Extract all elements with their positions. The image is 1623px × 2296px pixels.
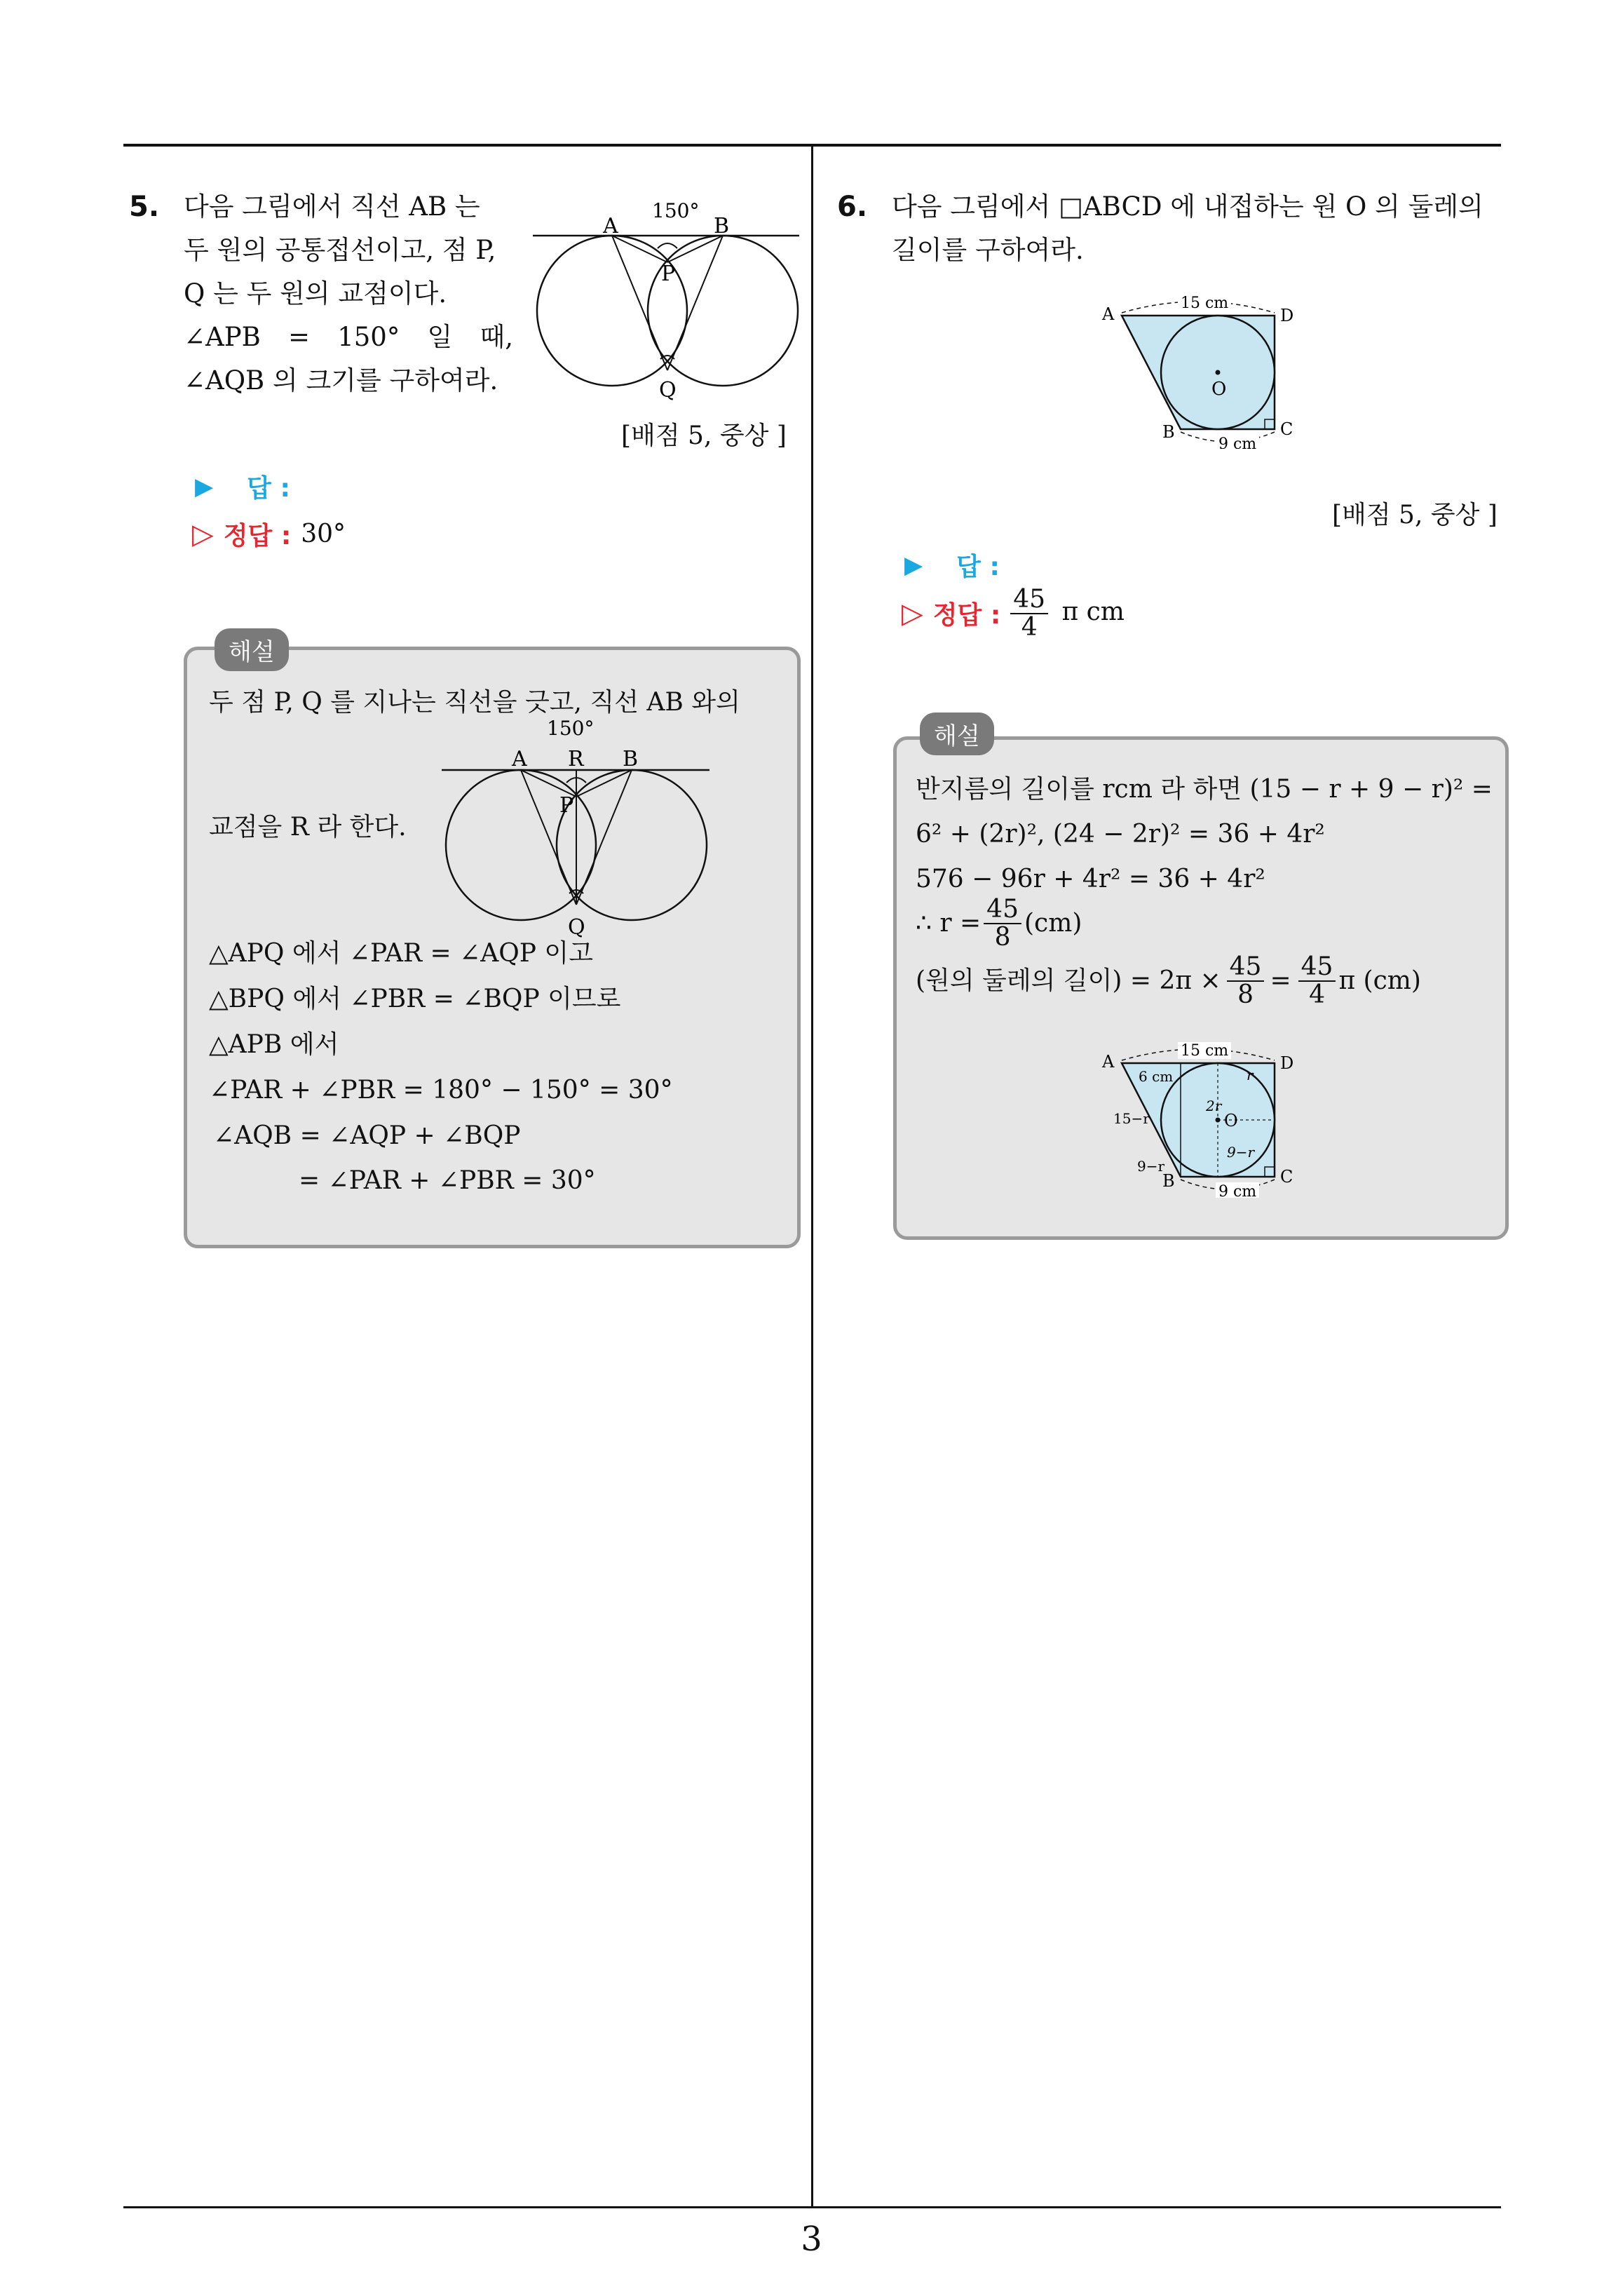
q5-solution-figure <box>442 714 709 940</box>
svg-text:O: O <box>1211 379 1227 400</box>
question-6-text <box>892 185 1483 272</box>
open-triangle-icon: ▷ <box>902 597 923 630</box>
q6-sol-line: 6² + (2r)², (24 − 2r)² = 36 + 4r² <box>916 820 1325 849</box>
open-triangle-icon: ▷ <box>192 518 214 551</box>
q6-sol-line: ∴ r = $\frac{45}{8}$ (cm) <box>916 895 1082 952</box>
svg-text:D: D <box>1280 1053 1294 1073</box>
svg-text:P: P <box>559 793 574 818</box>
q6-score: [배점 5, 중상 ] <box>1332 501 1498 529</box>
svg-text:C: C <box>1280 1167 1293 1187</box>
q6-solution-tag: 해설 <box>920 713 994 755</box>
q5-line: 다음 그림에서 직선 AB 는 <box>184 191 480 222</box>
q5-line-justified: ∠APB = 150° 일 때, <box>184 322 513 352</box>
svg-text:A: A <box>1102 1052 1115 1072</box>
svg-text:B: B <box>1162 1171 1175 1191</box>
svg-text:15 cm: 15 cm <box>1181 1042 1229 1060</box>
svg-text:9−r: 9−r <box>1227 1144 1255 1161</box>
svg-text:9−r: 9−r <box>1137 1158 1165 1175</box>
question-5-text <box>184 185 513 403</box>
q6-answer-row: ▶ 답 : <box>904 551 1000 581</box>
q5-sol-step: △APQ 에서 ∠PAR = ∠AQP 이고 <box>209 939 593 968</box>
label-angle: 150° <box>652 199 700 222</box>
svg-text:150°: 150° <box>547 717 595 740</box>
q6-line: 다음 그림에서 □ABCD 에 내접하는 원 O 의 둘레의 <box>892 191 1483 222</box>
label-Q: Q <box>659 378 677 403</box>
page-number: 3 <box>801 2220 822 2259</box>
q5-line: Q 는 두 원의 교점이다. <box>184 278 447 309</box>
q6-correct-value: $\frac{45}{4}$ π cm <box>1010 586 1125 641</box>
q5-score: [배점 5, 중상 ] <box>621 421 787 450</box>
q6-sol-line: 반지름의 길이를 rcm 라 하면 (15 − r + 9 − r)² = <box>916 775 1493 804</box>
q5-sol-step: ∠AQB = ∠AQP + ∠BQP <box>213 1121 521 1150</box>
q5-line: ∠AQB 의 크기를 구하여라. <box>184 365 498 396</box>
svg-text:r: r <box>1247 1067 1254 1083</box>
svg-text:B: B <box>1162 422 1175 442</box>
q5-solution-tag: 해설 <box>215 628 289 671</box>
q5-correct-row: ▷ 정답 : 30° <box>192 518 346 551</box>
svg-text:O: O <box>1224 1111 1238 1130</box>
label-B: B <box>714 214 730 238</box>
angle-arc <box>658 243 677 248</box>
q6-sol-line: (원의 둘레의 길이) = 2π × $\frac{45}{8}$ = $\frac{45}{4}$ π (cm) <box>916 952 1421 1009</box>
play-icon: ▶ <box>904 551 923 579</box>
q5-sol-step: ∠PAR + ∠PBR = 180° − 150° = 30° <box>209 1076 673 1105</box>
svg-text:9 cm: 9 cm <box>1218 1183 1257 1198</box>
q5-sol-line: 교점을 R 라 한다. <box>209 813 407 842</box>
column-divider <box>811 144 813 2208</box>
svg-text:15−r: 15−r <box>1113 1110 1150 1127</box>
q5-sol-step: △APB 에서 <box>209 1030 339 1059</box>
question-6-number: 6. <box>837 191 868 223</box>
q5-answer-row: ▶ 답 : <box>195 472 290 503</box>
svg-text:R: R <box>568 747 584 771</box>
q5-sol-line: 두 점 P, Q 를 지나는 직선을 긋고, 직선 AB 와의 <box>209 688 740 717</box>
svg-text:2r: 2r <box>1206 1098 1222 1114</box>
svg-text:B: B <box>623 747 639 771</box>
q6-line: 길이를 구하여라. <box>892 235 1084 265</box>
q6-figure <box>1094 295 1304 449</box>
svg-text:D: D <box>1280 306 1294 325</box>
q6-correct-row: ▷ 정답 : $\frac{45}{4}$ π cm <box>902 585 1125 642</box>
svg-text:C: C <box>1280 419 1293 439</box>
svg-text:15 cm: 15 cm <box>1181 295 1229 312</box>
label-A: A <box>603 214 618 238</box>
question-5-number: 5. <box>129 191 160 223</box>
q5-sol-step: △BPQ 에서 ∠PBR = ∠BQP 이므로 <box>209 985 621 1013</box>
q5-sol-step: = ∠PAR + ∠PBR = 30° <box>299 1166 596 1195</box>
play-icon: ▶ <box>195 472 214 501</box>
q5-correct-value: 30° <box>301 520 346 548</box>
svg-text:A: A <box>1102 304 1115 324</box>
center-dot <box>1216 370 1221 375</box>
label-P: P <box>661 262 676 286</box>
bottom-rule <box>123 2206 1501 2208</box>
q6-solution-figure <box>1094 1042 1304 1198</box>
svg-text:9 cm: 9 cm <box>1218 435 1257 449</box>
q6-sol-line: 576 − 96r + 4r² = 36 + 4r² <box>916 865 1265 893</box>
q5-figure <box>533 189 799 407</box>
svg-text:Q: Q <box>568 915 585 940</box>
svg-text:6 cm: 6 cm <box>1139 1068 1174 1085</box>
q5-line: 두 원의 공통접선이고, 점 P, <box>184 235 496 265</box>
svg-text:A: A <box>512 747 527 771</box>
